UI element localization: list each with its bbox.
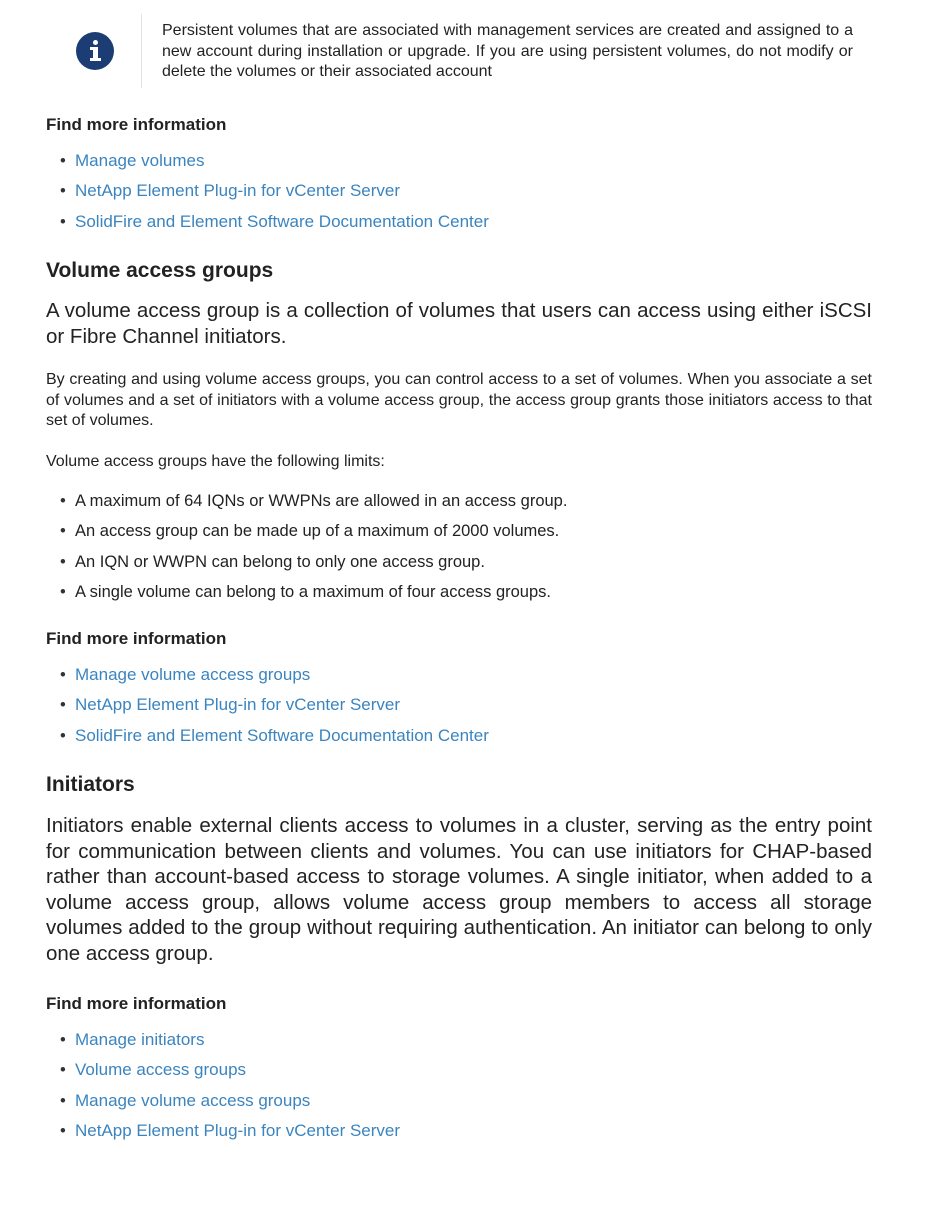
list-item — [60, 695, 489, 725]
section-paragraph: By creating and using volume access groups, you can control access to a set of volumes. When you associate a set of volumes and a set of initiators with a volume access group, the access group grants those initiators access to that set of volumes. — [46, 371, 872, 429]
link-manage-volume-access-groups[interactable]: Manage volume access groups — [75, 1090, 311, 1110]
list-item — [60, 1121, 400, 1151]
find-more-heading: Find more information — [46, 629, 227, 648]
link-netapp-plugin[interactable]: NetApp Element Plug-in for vCenter Server — [75, 181, 401, 201]
list-item — [60, 151, 489, 181]
section-lead: Initiators enable external clients access to volumes in a cluster, serving as the entry point for communication between clients and volumes. You can use initiators for CHAP-based rather than account-based access to storage volumes. A single initiator, when added to a volume access group, allows volume access group members to access all storage volumes added to the group without requiring authentication. An initiator can belong to only one access group. — [46, 814, 872, 965]
section-heading-initiators: Initiators — [46, 773, 135, 796]
list-item — [60, 1060, 400, 1090]
note-icon-column — [46, 14, 142, 88]
find-more-heading: Find more information — [46, 115, 227, 134]
section-paragraph: Volume access groups have the following limits: — [46, 453, 385, 470]
list-item — [60, 726, 489, 756]
note-admonition — [46, 14, 872, 88]
find-more-links — [60, 151, 489, 242]
link-netapp-plugin[interactable]: NetApp Element Plug-in for vCenter Server — [75, 695, 401, 715]
link-manage-initiators[interactable]: Manage initiators — [75, 1030, 205, 1049]
list-item — [60, 1030, 400, 1060]
list-item: • An access group can be made up of a maximum of 2000 volumes. — [60, 521, 567, 551]
link-manage-volume-access-groups[interactable]: Manage volume access groups — [75, 665, 311, 684]
limits-list — [60, 491, 567, 613]
list-item: • A single volume can belong to a maximum of four access groups. — [60, 582, 567, 612]
section-lead: A volume access group is a collection of volumes that users can access using either iSCSI or Fibre Channel initiators. — [46, 299, 872, 348]
list-item: • An IQN or WWPN can belong to only one access group. — [60, 552, 567, 582]
find-more-heading: Find more information — [46, 994, 227, 1013]
list-item — [60, 1091, 400, 1121]
note-text: Persistent volumes that are associated with management services are created and assigned to a new account during installation or upgrade. If you are using persistent volumes, do not modify or delete the volumes or their associated account — [162, 22, 853, 80]
list-item — [60, 212, 489, 242]
find-more-links — [60, 665, 489, 756]
link-solidfire-docs[interactable]: SolidFire and Element Software Documentation Center — [75, 725, 489, 745]
find-more-links — [60, 1030, 400, 1152]
list-item — [60, 665, 489, 695]
section-heading-volume-access-groups: Volume access groups — [46, 259, 274, 282]
link-volume-access-groups[interactable]: Volume access groups — [75, 1060, 247, 1080]
list-item — [60, 181, 489, 211]
list-item: • A maximum of 64 IQNs or WWPNs are allowed in an access group. — [60, 491, 567, 521]
link-manage-volumes[interactable]: Manage volumes — [75, 151, 205, 170]
link-solidfire-docs[interactable]: SolidFire and Element Software Documentation Center — [75, 211, 489, 231]
info-icon — [76, 32, 114, 70]
link-netapp-plugin[interactable]: NetApp Element Plug-in for vCenter Server — [75, 1121, 401, 1141]
